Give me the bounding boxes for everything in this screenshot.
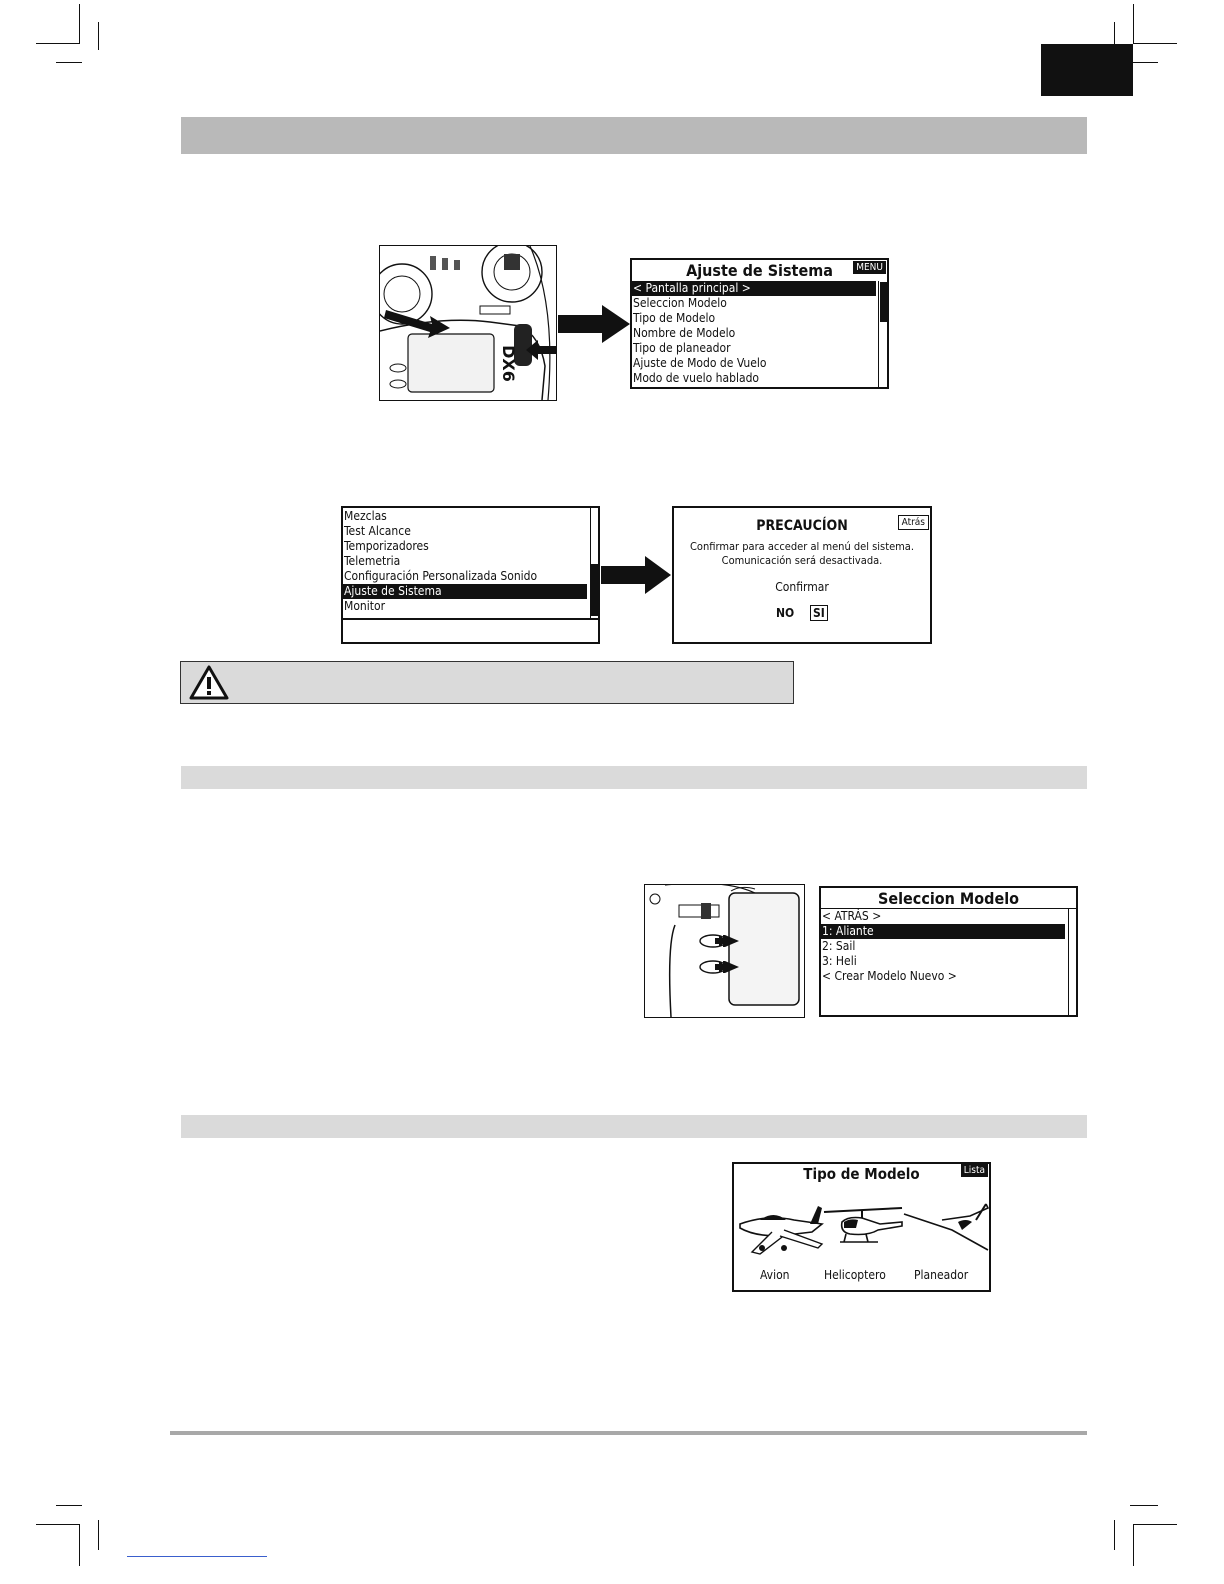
option-glider[interactable]: Planeador — [914, 1268, 969, 1282]
yes-option[interactable]: SI — [810, 605, 828, 621]
footer-link-underline[interactable] — [127, 1556, 267, 1557]
scrollbar-thumb[interactable] — [591, 564, 600, 616]
scrollbar-thumb[interactable] — [880, 282, 888, 322]
crop-mark — [98, 1520, 99, 1550]
list-item[interactable]: Telemetria — [344, 554, 401, 568]
section-header-bar — [181, 117, 1087, 154]
crop-mark — [98, 22, 99, 50]
crop-mark — [56, 1505, 82, 1506]
menu-tag[interactable]: MENU — [853, 261, 886, 274]
back-tag[interactable]: Atrás — [898, 515, 929, 530]
warning-icon — [189, 665, 229, 701]
list-item[interactable]: 3: Heli — [822, 954, 857, 968]
transmitter-buttons-photo — [644, 884, 805, 1018]
helicopter-icon[interactable] — [822, 1204, 904, 1254]
list-item[interactable]: Mezclas — [344, 509, 387, 523]
model-list — [821, 909, 1065, 984]
crop-mark — [36, 43, 80, 44]
list-item[interactable]: Seleccion Modelo — [633, 296, 727, 310]
system-setup-screen — [630, 258, 889, 389]
list-item[interactable]: Configuración Personalizada Sonido — [344, 569, 538, 583]
screen-title: Tipo de Modelo — [803, 1165, 920, 1183]
crop-mark — [79, 1524, 80, 1566]
list-item[interactable]: Tipo de planeador — [633, 341, 731, 355]
list-item[interactable]: Nombre de Modelo — [633, 326, 736, 340]
list-item[interactable]: Ajuste de Modo de Vuelo — [633, 356, 767, 370]
crop-mark — [1114, 1520, 1115, 1550]
section-header-bar — [181, 766, 1087, 789]
screen-divider — [343, 618, 598, 620]
crop-mark — [56, 62, 82, 63]
crop-mark — [36, 1524, 80, 1525]
list-item[interactable]: Modo de vuelo hablado — [633, 371, 760, 385]
no-option[interactable]: NO — [776, 606, 795, 620]
option-airplane[interactable]: Avion — [760, 1268, 790, 1282]
function-list-screen — [341, 506, 600, 644]
function-list — [343, 509, 587, 614]
footer-rule — [170, 1431, 1087, 1435]
arrow-right-icon — [558, 305, 630, 343]
glider-icon[interactable] — [902, 1200, 990, 1256]
caution-title: PRECAUCÍON — [756, 518, 848, 534]
list-item[interactable]: Tipo de Modelo — [633, 311, 716, 325]
list-item[interactable]: Test Alcance — [344, 524, 411, 538]
arrow-right-icon — [601, 556, 671, 594]
crop-mark — [1133, 4, 1134, 44]
system-setup-list — [632, 281, 876, 386]
chapter-tab — [1041, 44, 1133, 96]
list-tag[interactable]: Lista — [961, 1164, 988, 1177]
scrollbar[interactable] — [1068, 909, 1077, 1015]
caution-message-line2: Comunicación será desactivada. — [721, 554, 883, 567]
list-item[interactable]: Monitor — [344, 599, 386, 613]
model-type-screen — [732, 1162, 991, 1292]
list-item[interactable]: 2: Sail — [822, 939, 856, 953]
list-item[interactable]: < Pantalla principal > — [632, 281, 876, 296]
caution-message-line1: Confirmar para acceder al menú del sistema. — [689, 540, 915, 553]
list-item[interactable]: < ATRÁS > — [822, 909, 882, 923]
crop-mark — [1133, 43, 1177, 44]
model-select-screen — [819, 886, 1078, 1017]
crop-mark — [1130, 1505, 1158, 1506]
section-header-bar — [181, 1115, 1087, 1138]
transmitter-model-label: DX6 — [498, 345, 518, 382]
transmitter-photo — [379, 245, 557, 401]
list-item[interactable]: < Crear Modelo Nuevo > — [822, 969, 957, 983]
list-item[interactable]: Temporizadores — [344, 539, 429, 553]
list-item[interactable]: 1: Aliante — [821, 924, 1065, 939]
crop-mark — [1133, 1524, 1177, 1525]
screen-title: Ajuste de Sistema — [686, 261, 833, 280]
warning-box — [180, 661, 794, 704]
confirm-label: Confirmar — [775, 580, 829, 594]
screen-title: Seleccion Modelo — [877, 889, 1020, 908]
option-helicopter[interactable]: Helicoptero — [824, 1268, 886, 1282]
crop-mark — [1130, 62, 1158, 63]
crop-mark — [79, 4, 80, 44]
list-item[interactable]: Ajuste de Sistema — [343, 584, 587, 599]
crop-mark — [1133, 1524, 1134, 1566]
caution-screen — [672, 506, 932, 644]
airplane-icon[interactable] — [738, 1202, 824, 1258]
